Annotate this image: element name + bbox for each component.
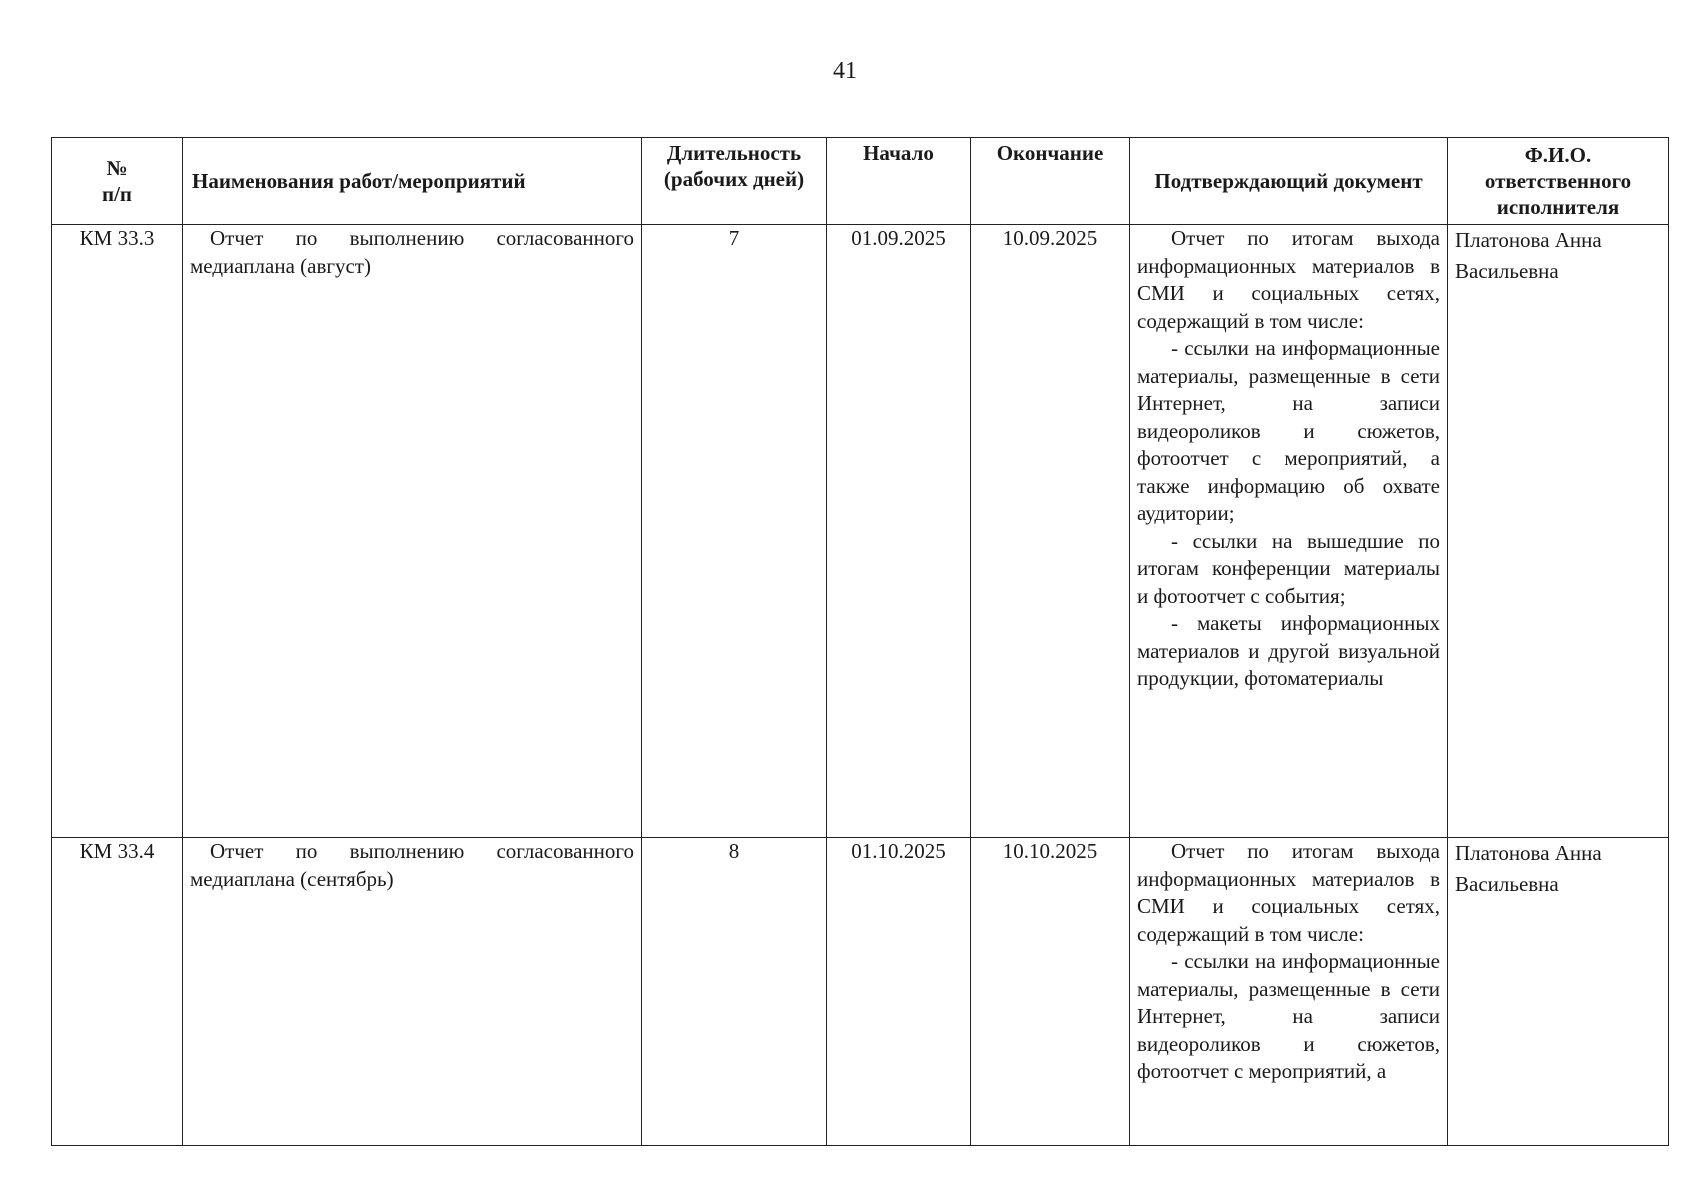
cell-name-text: Отчет по выполнению согласованного медиаплана (август) xyxy=(190,226,634,278)
document-paragraph: Отчет по итогам выхода информационных материалов в СМИ и социальных сетях, содержащий в том числе: xyxy=(1137,226,1440,333)
header-num-abbr: п/п xyxy=(101,182,133,206)
header-num xyxy=(52,138,183,225)
work-plan-table xyxy=(51,137,1669,1146)
header-end: Окончание xyxy=(971,138,1130,225)
document-paragraph: - ссылки на информационные материалы, размещенные в сети Интернет, на записи видеороликов и сюжетов, фотоотчет с мероприятий, а xyxy=(1137,949,1440,1083)
header-document: Подтверждающий документ xyxy=(1130,138,1448,225)
header-person: Ф.И.О. ответственного исполнителя xyxy=(1448,138,1669,225)
cell-end: 10.10.2025 xyxy=(971,838,1130,1146)
cell-document xyxy=(1130,225,1448,838)
cell-person: Платонова Анна Васильевна xyxy=(1448,225,1669,838)
document-paragraph: - ссылки на информационные материалы, размещенные в сети Интернет, на записи видеороликов и сюжетов, фотоотчет с мероприятий, а также информацию об охвате аудитории; xyxy=(1137,336,1440,525)
table-row xyxy=(52,838,1669,1146)
cell-duration: 8 xyxy=(642,838,827,1146)
header-duration: Длительность (рабочих дней) xyxy=(642,138,827,225)
cell-num: КМ 33.4 xyxy=(52,838,183,1146)
cell-end: 10.09.2025 xyxy=(971,225,1130,838)
document-paragraph: Отчет по итогам выхода информационных материалов в СМИ и социальных сетях, содержащий в том числе: xyxy=(1137,839,1440,946)
header-name: Наименования работ/мероприятий xyxy=(183,138,642,225)
table-header-row xyxy=(52,138,1669,225)
cell-name-text: Отчет по выполнению согласованного медиаплана (сентябрь) xyxy=(190,839,634,891)
table-row xyxy=(52,225,1669,838)
cell-start: 01.10.2025 xyxy=(827,838,971,1146)
header-num-sign: № xyxy=(106,156,128,180)
header-start: Начало xyxy=(827,138,971,225)
cell-person: Платонова Анна Васильевна xyxy=(1448,838,1669,1146)
cell-start: 01.09.2025 xyxy=(827,225,971,838)
cell-document xyxy=(1130,838,1448,1146)
cell-name xyxy=(183,838,642,1146)
document-paragraph: - макеты информационных материалов и другой визуальной продукции, фотоматериалы xyxy=(1137,611,1440,690)
page-number: 41 xyxy=(833,58,857,84)
cell-duration: 7 xyxy=(642,225,827,838)
cell-num: КМ 33.3 xyxy=(52,225,183,838)
document-paragraph: - ссылки на вышедшие по итогам конференции материалы и фотоотчет с события; xyxy=(1137,528,1440,608)
cell-name xyxy=(183,225,642,838)
